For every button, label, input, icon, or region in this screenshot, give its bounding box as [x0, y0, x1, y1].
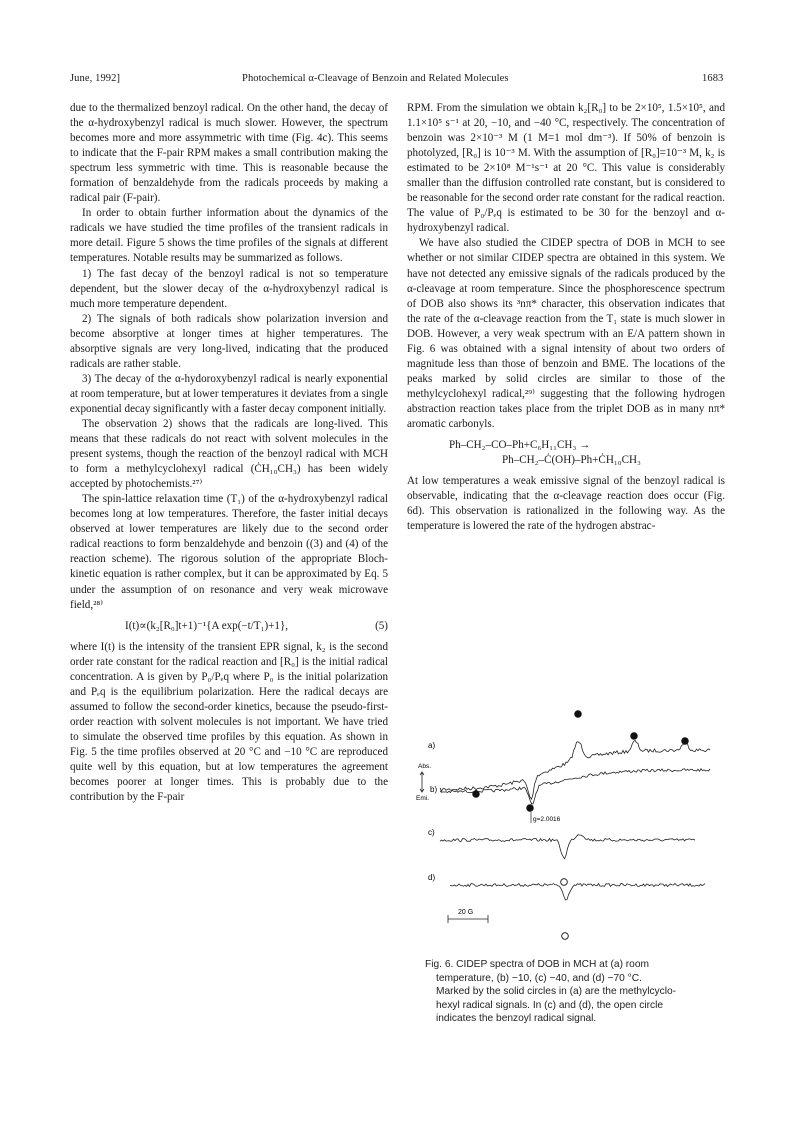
- trace-label-b: b): [430, 785, 438, 794]
- trace-label-d: d): [428, 873, 436, 882]
- peak-markers: [473, 711, 689, 940]
- absorption-label: Abs.: [418, 763, 432, 770]
- caption-line: temperature, (b) −10, (c) −40, and (d) −70 °C.: [436, 972, 642, 984]
- methylcyclohexyl-peak-marker: [473, 791, 480, 798]
- reaction-line-2: Ph–CH₂–Ċ(OH)–Ph+ĊH₁₀CH₃: [502, 454, 641, 467]
- reaction-line-1: Ph–CH₂–CO–Ph+C₆H₁₁CH₃ →: [449, 439, 591, 452]
- methylcyclohexyl-peak-marker: [527, 805, 534, 812]
- right-column: [407, 101, 725, 534]
- header-page-number: 1683: [702, 73, 724, 84]
- abs-emi-arrow: [420, 772, 424, 792]
- trace-label-c: c): [428, 828, 435, 837]
- spectra-traces: [440, 740, 710, 900]
- field-scale-bar: [448, 915, 488, 923]
- caption-line: Marked by the solid circles in (a) are the methylcyclo-: [436, 986, 677, 998]
- figure-6-caption: [425, 958, 707, 1026]
- trace-label-a: a): [428, 741, 436, 750]
- equation-text: I(t)∝(k₂[R₀]t+1)⁻¹{A exp(−t/T₁)+1},: [125, 619, 289, 632]
- trace-b: [440, 769, 710, 804]
- caption-line: hexyl radical signals. In (c) and (d), the open circle: [436, 999, 664, 1011]
- methylcyclohexyl-peak-marker: [631, 733, 638, 740]
- paragraph: We have also studied the CIDEP spectra of DOB in MCH to see whether or not similar CIDEP spectra are obtained in this system. We have not detected any emissive signals of the radicals produced by the α-cleavage at room temperature. Since the phosphorescence spectrum of DOB also shows its ³nπ* character, this observation indicates that the rate of the α-cleavage reaction from the T₁ state is much slower in DOB. However, a very weak spectrum with an E/A pattern shown in Fig. 6 was obtained with a signal intensity of about two orders of magnitude less than those of benzoin and BME. The locations of the peaks marked by solid circles are similar to those of the methylcyclohexyl radical,²⁹⁾ suggesting that the following hydrogen abstraction reaction takes place from the triplet DOB as in many nπ* aromatic carbonyls.: [407, 237, 725, 430]
- left-column: [70, 101, 388, 805]
- header-title: Photochemical α-Cleavage of Benzoin and Related Molecules: [242, 73, 509, 84]
- paragraph: 3) The decay of the α-hydoroxybenzyl radical is nearly exponential at room temperature, but at lower temperatures it deviates from a single exponential decay significantly with a faster decay component initially.: [70, 372, 388, 415]
- benzoyl-signal-marker: [561, 879, 568, 886]
- g-value-label: g=2.0016: [533, 816, 561, 823]
- header-date: June, 1992]: [70, 73, 121, 84]
- methylcyclohexyl-peak-marker: [575, 711, 582, 718]
- paragraph: RPM. From the simulation we obtain k₂[R₀] to be 2×10⁵, 1.5×10⁵, and 1.1×10⁵ s⁻¹ at 20, −10, and −40 °C, respectively. The concentration of benzoin was 2×10⁻³ M (1 M=1 mol dm⁻³). If 50% of benzoin is photolyzed, [R₀] is 10⁻³ M. With the assumption of [R₀]=10⁻³ M, k₂ is estimated to be 2×10⁸ M⁻¹s⁻¹ at 20 °C. This value is considerably smaller than the diffusion controlled rate constant, but is considered to be reasonable for the second order rate constant for the radical reaction. The value of P₀/Pₑq is estimated to be 30 for the benzoyl and α-hydroxybenzyl radical.: [407, 102, 725, 235]
- paragraph: 2) The signals of both radicals show polarization inversion and become absorptive at longer times at higher temperatures. The absorptive signals are very long-lived, indicating that the produced radicals are rather stable.: [70, 312, 388, 370]
- paragraph: where I(t) is the intensity of the transient EPR signal, k₂ is the second order rate constant for the radical reaction and [R₀] is the initial radical concentration. A is given by P₀/Pₑq where P₀ is the initial polarization and Pₑq is the equilibrium polarization. Here the radical decays are assumed to follow the second-order kinetics, because the pseudo-first-order reaction with solvent molecules is not important. We have tried to simulate the observed time profiles by this equation. As shown in Fig. 5 the time profiles observed at 20 °C and −10 °C are reproduced quite well by this equation, but at low temperatures the agreement becomes poorer at longer times. This is probably due to the contribution by the F-pair: [70, 640, 388, 804]
- paragraph: 1) The fast decay of the benzoyl radical is not so temperature dependent, but the slower decay of the α-hydroxybenzyl radical is much more temperature dependent.: [70, 267, 388, 310]
- benzoyl-signal-marker: [562, 933, 569, 940]
- caption-line: Fig. 6. CIDEP spectra of DOB in MCH at (a) room: [425, 959, 650, 970]
- methylcyclohexyl-peak-marker: [682, 738, 689, 745]
- paragraph: due to the thermalized benzoyl radical. On the other hand, the decay of the α-hydroxybenzyl radical is much slower. However, the spectrum becomes more and more assymmetric with time (Fig. 4c). This seems to indicate that the F-pair RPM makes a small contribution making the spectrum less symmetric with time. This is reasonable because the formation of benzaldehyde from the radicals proceeds by making a radical pair (F-pair).: [70, 102, 388, 205]
- equation-5: [70, 619, 388, 634]
- paragraph: The spin-lattice relaxation time (T₁) of the α-hydroxybenzyl radical becomes long at low temperatures. Therefore, the faster initial decays observed at lower temperatures are likely due to the second order radical reactions to form benzaldehyde and benzoin ((3) and (4) of the reaction scheme). The rigorous solution of the appropriate Bloch-kinetic equation is rather complex, but it can be approximated by Eq. 5 under the assumption of on resonance and very weak microwave field,²⁸⁾: [70, 493, 388, 611]
- caption-line: indicates the benzoyl radical signal.: [436, 1013, 597, 1025]
- paragraph: The observation 2) shows that the radicals are long-lived. This means that these radicals do not react with solvent molecules in the present systems, though the reaction of the benzoyl radical with MCH to form a methylcyclohexyl radical (ĊH₁₀CH₃) has been widely accepted by photochemists.²⁷⁾: [70, 417, 388, 491]
- scale-label: 20 G: [458, 909, 474, 916]
- paragraph: In order to obtain further information about the dynamics of the radicals we have studied the time profiles of the transient radicals in more detail. Figure 5 shows the time profiles of the signals at different temperatures. Notable results may be summarized as follows.: [70, 207, 388, 265]
- trace-d: [450, 884, 705, 901]
- paragraph: At low temperatures a weak emissive signal of the benzoyl radical is observable, indicating that the α-cleavage reaction does occur (Fig. 6d). This observation is rationalized in the following way. As the temperature is lowered the rate of the hydrogen abstrac-: [407, 475, 725, 533]
- figure-6-cidep-spectra: [410, 700, 730, 958]
- trace-c: [440, 835, 695, 859]
- emission-label: Emi.: [416, 795, 429, 802]
- equation-number: (5): [375, 619, 388, 632]
